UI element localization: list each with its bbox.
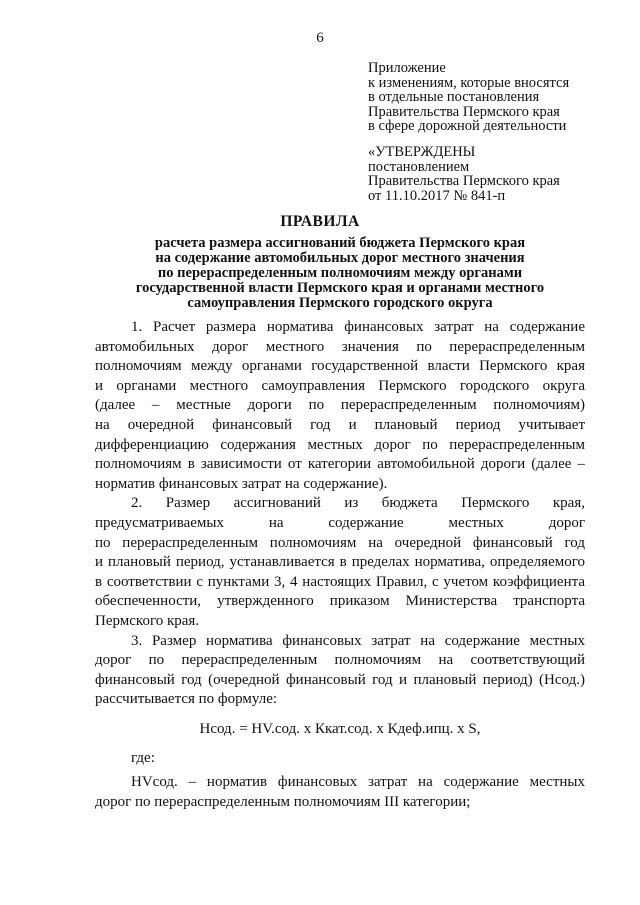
formula: Нсод. = HV.сод. х Ккат.сод. х Кдеф.ипц. х S, <box>199 720 481 737</box>
paragraph-1-line: дифференциацию содержания местных дорог по перераспределенным <box>95 436 585 453</box>
paragraph-2-line: обеспеченности, утвержденного приказом Министерства транспорта <box>95 593 585 610</box>
paragraph-3-line: 3. Размер норматива финансовых затрат на содержание местных <box>131 632 585 649</box>
paragraph-1-line: автомобильных дорог местного значения по перераспределенным <box>95 338 585 355</box>
document-subtitle <box>110 236 570 311</box>
annex-line: к изменениям, которые вносятся <box>368 74 570 91</box>
paragraph-2-line: и плановый период, устанавливается в пределах норматива, определяемого <box>95 554 585 571</box>
annex-line: в сфере дорожной деятельности <box>368 118 567 134</box>
paragraph-1-line: норматив финансовых затрат на содержание). <box>95 475 388 492</box>
paragraph-1-line: 1. Расчет размера норматива финансовых затрат на содержание <box>131 319 585 335</box>
annex-block <box>368 61 623 134</box>
approved-line: постановлением <box>368 158 470 175</box>
document-title: ПРАВИЛА <box>280 213 360 230</box>
approved-line: «УТВЕРЖДЕНЫ <box>368 144 476 160</box>
annex-line: Приложение <box>368 60 446 76</box>
paragraph-1-line: полномочиям в зависимости от категории автомобильной дороги (далее – <box>95 456 585 473</box>
paragraph-1-line: полномочиям между органами государственной власти Пермского края <box>95 358 585 375</box>
paragraph-2-line: предусматриваемых на содержание местных дорог <box>95 514 585 531</box>
paragraph-2-line: 2. Размер ассигнований из бюджета Пермского края, <box>131 495 585 512</box>
approved-block <box>368 145 623 203</box>
paragraph-3-line: рассчитывается по формуле: <box>95 691 278 708</box>
spacer <box>95 739 585 749</box>
paragraph-3-line: финансовый год (очередной финансовый год и плановый период) (Нсод.) <box>95 671 585 688</box>
subtitle-line: на содержание автомобильных дорог местного значения <box>155 250 525 266</box>
document-body <box>95 318 585 812</box>
paragraph-1-line: на очередной финансовый год и плановый период учитывает <box>95 416 585 433</box>
spacer <box>95 710 585 720</box>
annex-line: в отдельные постановления <box>368 89 540 105</box>
definition-line: HVсод. – норматив финансовых затрат на содержание местных <box>131 774 585 791</box>
annex-line: Правительства Пермского края <box>368 103 560 120</box>
definition-line: дорог по перераспределенным полномочиям III категории; <box>95 793 471 810</box>
paragraph-3-line: дорог по перераспределенным полномочиям на соответствующий <box>95 652 585 669</box>
page-number: 6 <box>316 30 324 46</box>
subtitle-line: самоуправления Пермского городского округа <box>187 295 493 311</box>
approved-line: от 11.10.2017 № 841-п <box>368 187 506 204</box>
subtitle-line: государственной власти Пермского края и органами местного <box>135 280 545 296</box>
paragraph-2-line: в соответствии с пунктами 3, 4 настоящих Правил, с учетом коэффициента <box>95 573 585 590</box>
paragraph-1-line: (далее – местные дороги по перераспределенным полномочиям) <box>95 397 585 414</box>
subtitle-line: расчета размера ассигнований бюджета Пермского края <box>154 235 526 251</box>
paragraph-2-line: Пермского края. <box>95 612 200 629</box>
paragraph-2-line: по перераспределенным полномочиям на очередной финансовый год <box>95 534 585 551</box>
subtitle-line: по перераспределенным полномочиям между органами <box>157 265 523 281</box>
where-label: где: <box>131 750 155 767</box>
approved-line: Правительства Пермского края <box>368 173 560 189</box>
paragraph-1-line: и органами местного самоуправления Пермского городского округа <box>95 377 585 394</box>
